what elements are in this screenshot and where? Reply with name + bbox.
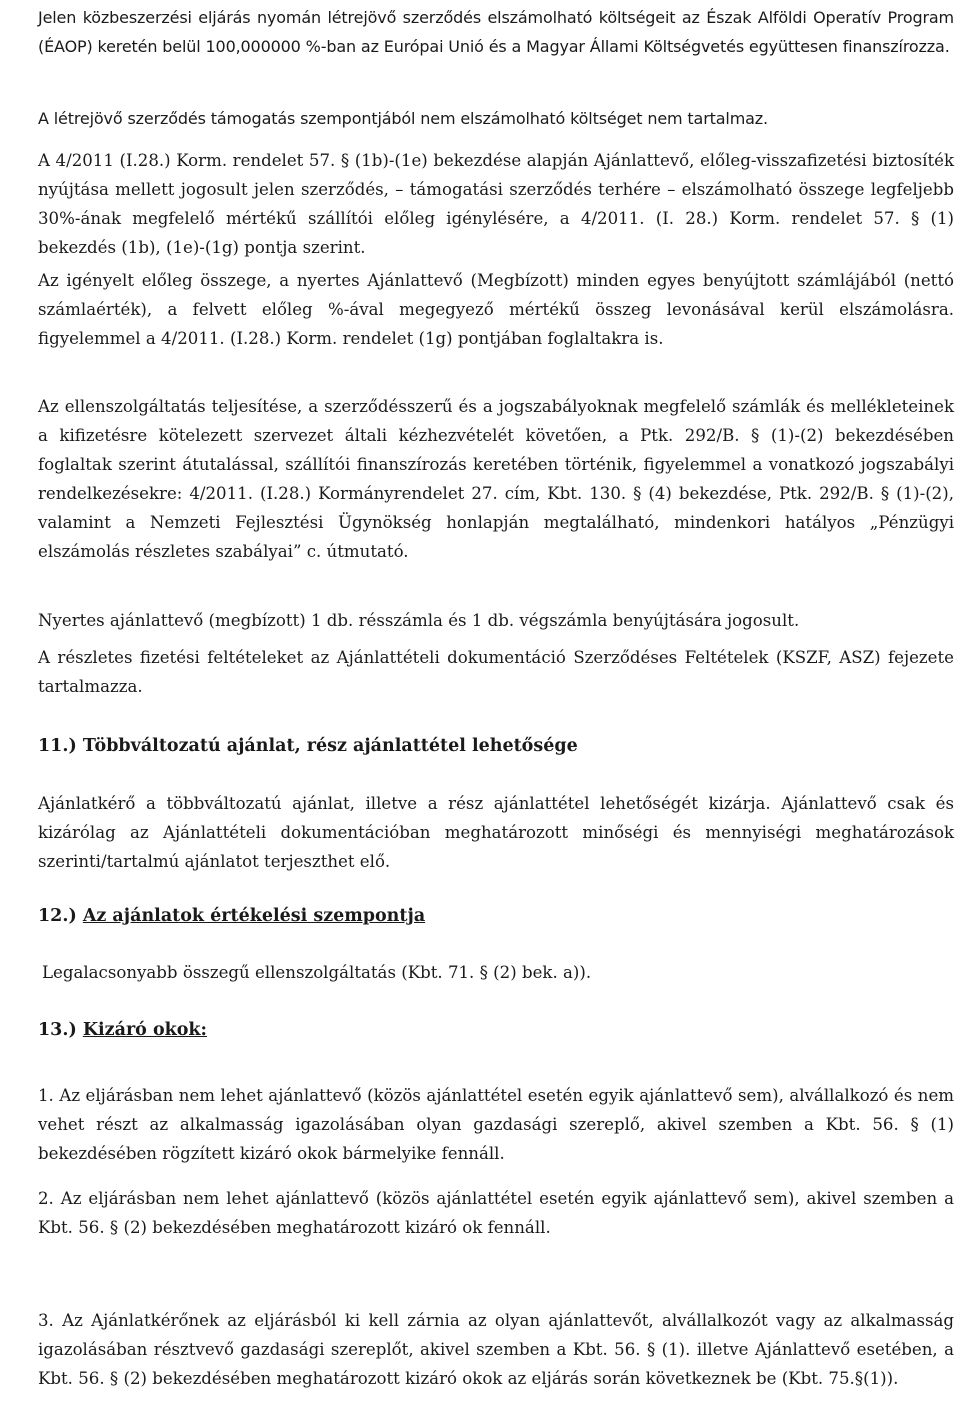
section-13-number: 13.) — [38, 1020, 77, 1040]
paragraph-advance-payment: A 4/2011 (I.28.) Korm. rendelet 57. § (1b)-(1e) bekezdése alapján Ajánlattevő, előleg-visszafizetési biztosíték nyújtása mellett jogosult jelen szerződés, – támogatási szerződés terhére – elszámolható összege legfeljebb 30%-ának megfelelő mértékű szállítói előleg igénylésére, a 4/2011. (I. 28.) Korm. rendelet 57. § (1) bekezdés (1b), (1e)-(1g) pontja szerint. — [38, 151, 954, 257]
section-12-heading — [38, 902, 954, 931]
paragraph-payment-terms: Az ellenszolgáltatás teljesítése, a szerződésszerű és a jogszabályoknak megfelelő számlák és mellékleteinek a kifizetésre kötelezett szervezet általi kézhezvételét követően, a Ptk. 292/B. § (1)-(2) bekezdésében foglaltak szerint átutalással, szállítói finanszírozás keretében történik, figyelemmel a vonatkozó jogszabályi rendelkezésekre: 4/2011. (I.28.) Kormányrendelet 27. cím, Kbt. 130. § (4) bekezdése, Ptk. 292/B. § (1)-(2), valamint a Nemzeti Fejlesztési Ügynökség honlapján megtalálható, mindenkori hatályos „Pénzügyi elszámolás részletes szabályai” c. útmutató. — [38, 397, 954, 561]
section-11-title: Többváltozatú ajánlat, rész ajánlattétel lehetősége — [82, 736, 578, 756]
section-13-title: Kizáró okok: — [82, 1020, 208, 1040]
exclusion-item: 2. Az eljárásban nem lehet ajánlattevő (közös ajánlattétel esetén egyik ajánlattevő sem), akivel szemben a Kbt. 56. § (2) bekezdésében meghatározott kizáró ok fennáll. — [38, 1189, 954, 1237]
paragraph-payment-details: A részletes fizetési feltételeket az Ajánlattételi dokumentáció Szerződéses Feltételek (KSZF, ASZ) fejezete tartalmazza. — [38, 648, 954, 696]
section-12-body: Legalacsonyabb összegű ellenszolgáltatás (Kbt. 71. § (2) bek. a)). — [42, 963, 592, 982]
section-11-heading — [38, 732, 954, 761]
section-11-number: 11.) — [38, 736, 77, 756]
exclusion-item: 1. Az eljárásban nem lehet ajánlattevő (közös ajánlattétel esetén egyik ajánlattevő sem), alvállalkozó és nem vehet részt az alkalmasság igazolásában olyan gazdasági szereplő, akivel szemben a Kbt. 56. § (1) bekezdésében rögzített kizáró okok bármelyike fennáll. — [38, 1086, 954, 1163]
section-11-body: Ajánlatkérő a többváltozatú ajánlat, illetve a rész ajánlattétel lehetőségét kizárja. Ajánlattevő csak és kizárólag az Ajánlattételi dokumentációban meghatározott minőségi és mennyiségi meghatározások szerinti/tartalmú ajánlatot terjeszthet elő. — [38, 794, 954, 871]
paragraph-no-ineligible-cost: A létrejövő szerződés támogatás szempontjából nem elszámolható költséget nem tartalmaz. — [38, 109, 768, 128]
exclusion-item: 3. Az Ajánlatkérőnek az eljárásból ki kell zárnia az olyan ajánlattevőt, alvállalkozót vagy az alkalmasság igazolásában résztvevő gazdasági szereplőt, akivel szemben a Kbt. 56. § (1). illetve Ajánlattevő esetében, a Kbt. 56. § (2) bekezdésében meghatározott kizáró okok az eljárás során következnek be (Kbt. 75.§(1)). — [38, 1311, 954, 1388]
paragraph-invoices: Nyertes ajánlattevő (megbízott) 1 db. résszámla és 1 db. végszámla benyújtására jogosult. — [38, 611, 800, 630]
section-12-number: 12.) — [38, 906, 77, 926]
paragraph-advance-settlement: Az igényelt előleg összege, a nyertes Ajánlattevő (Megbízott) minden egyes benyújtott számlájából (nettó számlaérték), a felvett előleg %-ával megegyező mértékű összeg levonásával kerül elszámolásra. figyelemmel a 4/2011. (I.28.) Korm. rendelet (1g) pontjában foglaltakra is. — [38, 271, 954, 348]
section-13-heading — [38, 1016, 954, 1045]
paragraph-funding: Jelen közbeszerzési eljárás nyomán létrejövő szerződés elszámolható költségeit az Észak Alföldi Operatív Program (ÉAOP) keretén belül 100,000000 %-ban az Európai Unió és a Magyar Állami Költségvetés együttesen finanszírozza. — [38, 8, 954, 56]
section-12-title: Az ajánlatok értékelési szempontja — [82, 906, 426, 926]
